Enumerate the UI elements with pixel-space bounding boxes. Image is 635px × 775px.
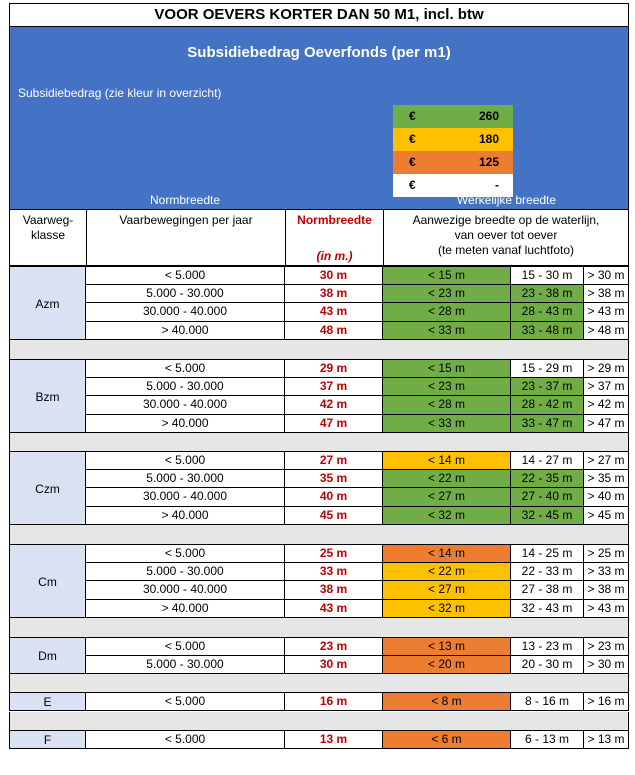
legend-currency: €	[409, 178, 416, 192]
legend-currency: €	[409, 109, 416, 123]
aanwezig-mid-cell: 28 - 42 m	[511, 396, 584, 415]
table-row	[9, 730, 629, 748]
normbreedte-cell: 27 m	[285, 451, 383, 470]
bewegingen-cell: < 5.000	[86, 359, 285, 378]
table-row	[9, 359, 629, 377]
aanwezig-mid-cell: 33 - 48 m	[511, 322, 584, 341]
bewegingen-cell: 30.000 - 40.000	[86, 488, 285, 507]
klasse-group	[9, 266, 629, 340]
klasse-cell: Cm	[9, 544, 86, 618]
table-row	[9, 544, 629, 562]
table-row	[9, 656, 629, 674]
klasse-cell: Azm	[9, 266, 86, 340]
normbreedte-cell: 30 m	[285, 266, 383, 285]
aanwezig-large-cell: > 30 m	[584, 656, 629, 675]
klasse-group	[9, 637, 629, 674]
table-row	[9, 322, 629, 340]
subsidy-label: Subsidiebedrag (zie kleur in overzicht)	[18, 86, 222, 100]
aanwezig-small-cell: < 20 m	[383, 656, 511, 675]
aanwezig-large-cell: > 25 m	[584, 544, 629, 563]
normbreedte-cell: 42 m	[285, 396, 383, 415]
klasse-cell: Czm	[9, 451, 86, 525]
bewegingen-cell: 30.000 - 40.000	[86, 396, 285, 415]
normbreedte-section-header: Normbreedte	[149, 193, 221, 207]
normbreedte-cell: 43 m	[285, 303, 383, 322]
normbreedte-cell: 33 m	[285, 563, 383, 582]
aanwezig-small-cell: < 22 m	[383, 563, 511, 582]
aanwezig-large-cell: > 48 m	[584, 322, 629, 341]
bewegingen-cell: 5.000 - 30.000	[86, 285, 285, 304]
column-header-row	[9, 209, 629, 266]
aanwezig-mid-cell: 22 - 35 m	[511, 470, 584, 489]
normbreedte-cell: 35 m	[285, 470, 383, 489]
bewegingen-cell: 30.000 - 40.000	[86, 581, 285, 600]
aanwezig-large-cell: > 43 m	[584, 600, 629, 619]
bewegingen-cell: < 5.000	[86, 544, 285, 563]
normbreedte-cell: 40 m	[285, 488, 383, 507]
aanwezig-large-cell: > 38 m	[584, 285, 629, 304]
klasse-group	[9, 730, 629, 749]
klasse-cell: Dm	[9, 637, 86, 674]
col-norm	[286, 210, 384, 265]
aanwezig-mid-cell: 27 - 40 m	[511, 488, 584, 507]
klasse-cell: E	[9, 692, 86, 711]
aanwezig-small-cell: < 33 m	[383, 415, 511, 434]
table-row	[9, 415, 629, 433]
bewegingen-cell: 5.000 - 30.000	[86, 378, 285, 397]
bewegingen-cell: > 40.000	[86, 322, 285, 341]
col-aanwezig: Aanwezige breedte op de waterlijn, van oever tot oever (te meten vanaf luchtfoto)	[412, 213, 600, 257]
table-row	[9, 581, 629, 599]
table-row	[9, 692, 629, 710]
table-row	[9, 396, 629, 414]
normbreedte-cell: 37 m	[285, 378, 383, 397]
legend-amount: 260	[478, 109, 499, 123]
group-spacer	[9, 525, 629, 544]
klasse-cell: F	[9, 730, 86, 749]
werkelijke-breedte-section-header: Werkelijke breedte	[456, 193, 557, 207]
klasse-cell: Bzm	[9, 359, 86, 433]
aanwezig-mid-cell: 20 - 30 m	[511, 656, 584, 675]
klasse-group	[9, 359, 629, 433]
table-row	[9, 285, 629, 303]
table-row	[9, 507, 629, 525]
group-spacer	[9, 674, 629, 692]
aanwezig-small-cell: < 32 m	[383, 507, 511, 526]
group-spacer	[9, 433, 629, 451]
aanwezig-mid-cell: 14 - 25 m	[511, 544, 584, 563]
aanwezig-mid-cell: 22 - 33 m	[511, 563, 584, 582]
aanwezig-small-cell: < 27 m	[383, 488, 511, 507]
normbreedte-cell: 23 m	[285, 637, 383, 656]
subsidy-legend	[393, 105, 513, 197]
aanwezig-large-cell: > 23 m	[584, 637, 629, 656]
normbreedte-cell: 38 m	[285, 285, 383, 304]
aanwezig-mid-cell: 32 - 43 m	[511, 600, 584, 619]
normbreedte-cell: 29 m	[285, 359, 383, 378]
table-row	[9, 451, 629, 469]
legend-row	[393, 105, 513, 128]
legend-currency: €	[409, 155, 416, 169]
table-row	[9, 637, 629, 655]
bewegingen-cell: < 5.000	[86, 266, 285, 285]
sheet-title: VOOR OEVERS KORTER DAN 50 M1, incl. btw	[9, 3, 629, 27]
table-row	[9, 303, 629, 321]
aanwezig-small-cell: < 28 m	[383, 396, 511, 415]
legend-currency: €	[409, 132, 416, 146]
table-row	[9, 378, 629, 396]
normbreedte-cell: 16 m	[285, 692, 383, 711]
aanwezig-large-cell: > 13 m	[584, 730, 629, 749]
bewegingen-cell: < 5.000	[86, 637, 285, 656]
aanwezig-small-cell: < 23 m	[383, 378, 511, 397]
bewegingen-cell: 30.000 - 40.000	[86, 303, 285, 322]
aanwezig-large-cell: > 29 m	[584, 359, 629, 378]
legend-row	[393, 128, 513, 151]
aanwezig-small-cell: < 6 m	[383, 730, 511, 749]
bewegingen-cell: < 5.000	[86, 451, 285, 470]
bewegingen-cell: 5.000 - 30.000	[86, 656, 285, 675]
normbreedte-cell: 48 m	[285, 322, 383, 341]
aanwezig-small-cell: < 22 m	[383, 470, 511, 489]
aanwezig-mid-cell: 23 - 37 m	[511, 378, 584, 397]
aanwezig-large-cell: > 38 m	[584, 581, 629, 600]
col-bewegingen: Vaarbewegingen per jaar	[87, 210, 286, 265]
aanwezig-large-cell: > 47 m	[584, 415, 629, 434]
aanwezig-mid-cell: 32 - 45 m	[511, 507, 584, 526]
aanwezig-large-cell: > 40 m	[584, 488, 629, 507]
aanwezig-small-cell: < 13 m	[383, 637, 511, 656]
aanwezig-mid-cell: 27 - 38 m	[511, 581, 584, 600]
group-spacer	[9, 339, 629, 359]
col-klasse: Vaarweg- klasse	[10, 210, 87, 265]
aanwezig-mid-cell: 6 - 13 m	[511, 730, 584, 749]
klasse-group	[9, 451, 629, 525]
aanwezig-small-cell: < 15 m	[383, 266, 511, 285]
aanwezig-large-cell: > 27 m	[584, 451, 629, 470]
legend-amount: 125	[478, 155, 499, 169]
group-spacer	[9, 618, 629, 637]
aanwezig-large-cell: > 35 m	[584, 470, 629, 489]
bewegingen-cell: 5.000 - 30.000	[86, 470, 285, 489]
legend-row	[393, 151, 513, 174]
table-row	[9, 563, 629, 581]
aanwezig-large-cell: > 37 m	[584, 378, 629, 397]
bewegingen-cell: > 40.000	[86, 415, 285, 434]
normbreedte-cell: 43 m	[285, 600, 383, 619]
col-norm-label: Normbreedte	[297, 213, 372, 227]
table-row	[9, 470, 629, 488]
aanwezig-small-cell: < 28 m	[383, 303, 511, 322]
group-spacer	[9, 712, 629, 730]
aanwezig-mid-cell: 15 - 30 m	[511, 266, 584, 285]
aanwezig-large-cell: > 30 m	[584, 266, 629, 285]
aanwezig-mid-cell: 23 - 38 m	[511, 285, 584, 304]
legend-amount: 180	[478, 132, 499, 146]
aanwezig-small-cell: < 14 m	[383, 544, 511, 563]
table-row	[9, 600, 629, 618]
klasse-group	[9, 692, 629, 711]
col-norm-unit: (in m.)	[316, 249, 353, 263]
aanwezig-large-cell: > 42 m	[584, 396, 629, 415]
aanwezig-large-cell: > 16 m	[584, 692, 629, 711]
aanwezig-mid-cell: 15 - 29 m	[511, 359, 584, 378]
aanwezig-mid-cell: 8 - 16 m	[511, 692, 584, 711]
bewegingen-cell: < 5.000	[86, 692, 285, 711]
aanwezig-mid-cell: 14 - 27 m	[511, 451, 584, 470]
table-row	[9, 266, 629, 284]
bewegingen-cell: < 5.000	[86, 730, 285, 749]
aanwezig-small-cell: < 23 m	[383, 285, 511, 304]
aanwezig-large-cell: > 33 m	[584, 563, 629, 582]
table-row	[9, 488, 629, 506]
normbreedte-cell: 47 m	[285, 415, 383, 434]
aanwezig-small-cell: < 8 m	[383, 692, 511, 711]
legend-amount: -	[495, 178, 499, 192]
klasse-group	[9, 544, 629, 618]
aanwezig-mid-cell: 33 - 47 m	[511, 415, 584, 434]
aanwezig-small-cell: < 15 m	[383, 359, 511, 378]
aanwezig-small-cell: < 27 m	[383, 581, 511, 600]
normbreedte-cell: 25 m	[285, 544, 383, 563]
aanwezig-small-cell: < 32 m	[383, 600, 511, 619]
aanwezig-large-cell: > 43 m	[584, 303, 629, 322]
aanwezig-small-cell: < 33 m	[383, 322, 511, 341]
normbreedte-cell: 45 m	[285, 507, 383, 526]
aanwezig-large-cell: > 45 m	[584, 507, 629, 526]
aanwezig-mid-cell: 28 - 43 m	[511, 303, 584, 322]
normbreedte-cell: 38 m	[285, 581, 383, 600]
normbreedte-cell: 30 m	[285, 656, 383, 675]
aanwezig-mid-cell: 13 - 23 m	[511, 637, 584, 656]
panel-subtitle: Subsidiebedrag Oeverfonds (per m1)	[187, 44, 451, 61]
header-panel	[9, 27, 629, 209]
aanwezig-small-cell: < 14 m	[383, 451, 511, 470]
bewegingen-cell: > 40.000	[86, 507, 285, 526]
bewegingen-cell: > 40.000	[86, 600, 285, 619]
normbreedte-cell: 13 m	[285, 730, 383, 749]
bewegingen-cell: 5.000 - 30.000	[86, 563, 285, 582]
